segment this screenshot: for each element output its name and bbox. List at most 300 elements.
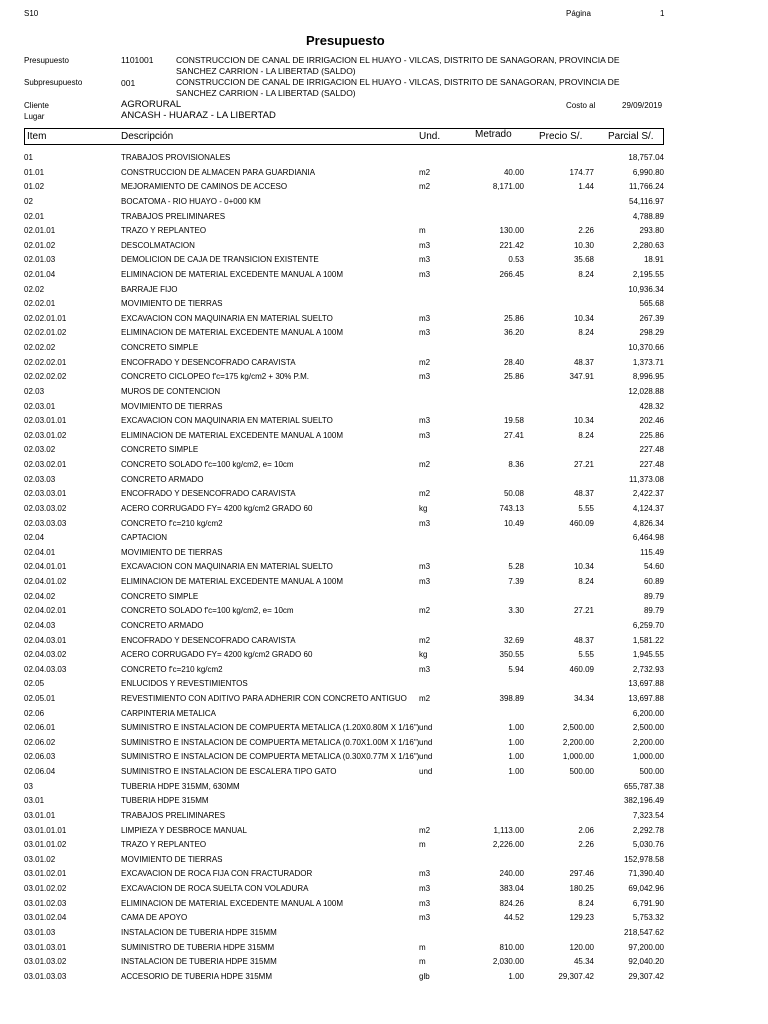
row-item: 02.03.01.01	[24, 416, 67, 426]
row-parcial: 202.46	[639, 416, 664, 426]
row-description: MOVIMIENTO DE TIERRAS	[121, 401, 223, 411]
row-description: EXCAVACION DE ROCA SUELTA CON VOLADURA	[121, 884, 309, 893]
row-description: TUBERIA HDPE 315MM	[121, 796, 209, 806]
row-metrado: 130.00	[499, 226, 524, 236]
table-row	[0, 343, 768, 357]
table-row	[0, 460, 768, 474]
row-description: ACCESORIO DE TUBERIA HDPE 315MM	[121, 971, 272, 981]
row-description: ELIMINACION DE MATERIAL EXCEDENTE MANUAL A 100M	[121, 270, 343, 279]
row-description: EXCAVACION DE ROCA FIJA CON FRACTURADOR	[121, 869, 313, 879]
table-row	[0, 182, 768, 196]
row-item: 01.01	[24, 167, 45, 177]
row-parcial: 115.49	[640, 547, 664, 557]
row-parcial: 293.80	[639, 226, 664, 236]
row-description: MOVIMIENTO DE TIERRAS	[121, 299, 223, 309]
table-row	[0, 548, 768, 562]
row-description: INSTALACION DE TUBERIA HDPE 315MM	[121, 927, 277, 937]
row-item: 02.02.01.02	[24, 328, 67, 338]
row-metrado: 1.00	[508, 723, 524, 733]
row-unit: m3	[419, 270, 431, 279]
row-metrado: 28.40	[503, 357, 524, 367]
row-unit: kg	[419, 650, 428, 660]
row-parcial: 69,042.96	[628, 884, 664, 893]
row-description: ELIMINACION DE MATERIAL EXCEDENTE MANUAL A 100M	[121, 898, 343, 908]
row-description: CONCRETO f'c=210 kg/cm2	[121, 664, 223, 674]
table-row	[0, 592, 768, 606]
column-precio: Precio S/.	[539, 131, 583, 142]
row-parcial: 54.60	[643, 562, 664, 572]
row-unit: m3	[419, 416, 431, 426]
table-row	[0, 416, 768, 430]
table-row	[0, 826, 768, 840]
row-parcial: 2,280.63	[632, 240, 664, 250]
row-parcial: 298.29	[639, 328, 664, 338]
table-row	[0, 402, 768, 416]
row-metrado: 10.49	[503, 518, 524, 528]
row-precio: 27.21	[573, 460, 594, 469]
row-parcial: 92,040.20	[628, 957, 664, 967]
row-unit: und	[419, 737, 433, 747]
row-description: ELIMINACION DE MATERIAL EXCEDENTE MANUAL A 100M	[121, 328, 343, 338]
table-row	[0, 855, 768, 869]
row-description: CAPTACION	[121, 533, 168, 543]
row-description: CONCRETO SOLADO f'c=100 kg/cm2, e= 10cm	[121, 460, 294, 469]
row-parcial: 2,732.93	[632, 664, 664, 674]
row-unit: m2	[419, 357, 431, 367]
row-parcial: 227.48	[639, 460, 664, 469]
table-row	[0, 504, 768, 518]
row-unit: m2	[419, 825, 431, 835]
row-description: MOVIMIENTO DE TIERRAS	[121, 854, 223, 864]
table-row	[0, 241, 768, 255]
row-metrado: 50.08	[503, 489, 524, 499]
row-description: ENCOFRADO Y DESENCOFRADO CARAVISTA	[121, 357, 296, 367]
cliente-value: AGRORURAL	[121, 99, 182, 110]
table-row	[0, 957, 768, 971]
row-item: 02.06.03	[24, 752, 56, 762]
row-item: 02.03.02	[24, 445, 56, 455]
row-item: 02.02.01	[24, 299, 56, 309]
row-unit: m3	[419, 577, 431, 586]
row-unit: m3	[419, 255, 431, 265]
row-precio: 29,307.42	[558, 971, 594, 981]
row-item: 02.02.01.01	[24, 313, 67, 323]
table-row	[0, 782, 768, 796]
row-parcial: 4,788.89	[632, 211, 664, 221]
row-precio: 2.26	[578, 226, 594, 236]
table-row	[0, 650, 768, 664]
table-row	[0, 811, 768, 825]
table-row	[0, 723, 768, 737]
row-unit: m3	[419, 562, 431, 572]
table-row	[0, 972, 768, 986]
row-metrado: 25.86	[503, 313, 524, 323]
row-item: 02.02.02.02	[24, 372, 67, 382]
table-row	[0, 153, 768, 167]
subpresupuesto-desc-line2: SANCHEZ CARRION - LA LIBERTAD (SALDO)	[176, 88, 356, 98]
row-description: MUROS DE CONTENCION	[121, 386, 221, 396]
row-precio: 8.24	[578, 430, 594, 440]
row-unit: m3	[419, 869, 431, 879]
table-row	[0, 358, 768, 372]
table-row	[0, 928, 768, 942]
row-metrado: 240.00	[499, 869, 524, 879]
table-row	[0, 475, 768, 489]
row-metrado: 8,171.00	[492, 182, 524, 192]
row-metrado: 1.00	[508, 737, 524, 747]
row-unit: m3	[419, 913, 431, 923]
row-parcial: 29,307.42	[628, 971, 664, 981]
row-precio: 8.24	[578, 898, 594, 908]
table-row	[0, 387, 768, 401]
row-description: CARPINTERIA METALICA	[121, 708, 216, 718]
row-precio: 1.44	[578, 182, 594, 192]
row-precio: 297.46	[569, 869, 594, 879]
row-description: ACERO CORRUGADO FY= 4200 kg/cm2 GRADO 60	[121, 650, 313, 660]
row-precio: 8.24	[578, 328, 594, 338]
table-row	[0, 270, 768, 284]
row-description: SUMINISTRO E INSTALACION DE COMPUERTA METALICA (0.30X0.77M X 1/16")	[121, 752, 420, 762]
table-row	[0, 943, 768, 957]
table-row	[0, 562, 768, 576]
row-precio: 8.24	[578, 577, 594, 586]
row-description: TRAZO Y REPLANTEO	[121, 840, 207, 850]
row-metrado: 743.13	[499, 503, 524, 513]
row-parcial: 382,196.49	[623, 796, 664, 806]
row-item: 02.03	[24, 386, 45, 396]
table-row	[0, 869, 768, 883]
table-row	[0, 679, 768, 693]
row-item: 03.01.02.01	[24, 869, 67, 879]
row-item: 02.03.02.01	[24, 460, 67, 469]
row-item: 02.01.03	[24, 255, 56, 265]
row-item: 03.01.03.03	[24, 971, 67, 981]
row-parcial: 7,323.54	[632, 810, 664, 820]
row-parcial: 4,124.37	[632, 503, 664, 513]
row-description: SUMINISTRO E INSTALACION DE COMPUERTA METALICA (1.20X0.80M X 1/16")	[121, 723, 420, 733]
row-parcial: 428.32	[639, 401, 664, 411]
table-row	[0, 285, 768, 299]
row-parcial: 18,757.04	[628, 153, 664, 162]
row-precio: 10.34	[573, 562, 594, 572]
row-metrado: 350.55	[499, 650, 524, 660]
table-row	[0, 197, 768, 211]
row-description: BOCATOMA - RIO HUAYO - 0+000 KM	[121, 196, 261, 206]
row-precio: 460.09	[569, 518, 594, 528]
row-precio: 48.37	[573, 489, 594, 499]
row-parcial: 6,990.80	[632, 167, 664, 177]
row-parcial: 4,826.34	[632, 518, 664, 528]
row-metrado: 824.26	[499, 898, 524, 908]
table-row	[0, 636, 768, 650]
row-precio: 2.26	[578, 840, 594, 850]
row-item: 02.06	[24, 708, 45, 718]
row-description: TUBERIA HDPE 315MM, 630MM	[121, 781, 240, 791]
row-unit: m3	[419, 372, 431, 382]
row-metrado: 810.00	[499, 942, 524, 952]
row-item: 03	[24, 781, 33, 791]
row-parcial: 11,766.24	[629, 182, 664, 192]
row-parcial: 1,581.22	[632, 635, 664, 645]
row-description: INSTALACION DE TUBERIA HDPE 315MM	[121, 957, 277, 967]
row-description: CONCRETO ARMADO	[121, 620, 204, 630]
row-parcial: 8,996.95	[632, 372, 664, 382]
row-metrado: 44.52	[503, 913, 524, 923]
row-unit: m3	[419, 664, 431, 674]
row-item: 02.04.01.02	[24, 577, 67, 586]
row-parcial: 227.48	[639, 445, 664, 455]
row-item: 02.04.03.01	[24, 635, 67, 645]
row-precio: 10.34	[573, 416, 594, 426]
row-unit: und	[419, 767, 433, 776]
row-item: 03.01.01.01	[24, 825, 67, 835]
table-row	[0, 621, 768, 635]
row-unit: m2	[419, 489, 431, 499]
row-parcial: 2,292.78	[632, 825, 664, 835]
row-parcial: 1,945.55	[632, 650, 664, 660]
table-row	[0, 694, 768, 708]
row-item: 02.01	[24, 211, 45, 221]
row-unit: m2	[419, 167, 431, 177]
row-precio: 45.34	[573, 957, 594, 967]
row-item: 02.04	[24, 533, 45, 543]
row-item: 01	[24, 153, 33, 162]
row-precio: 174.77	[569, 167, 594, 177]
row-parcial: 12,028.88	[628, 386, 664, 396]
column-descripcion: Descripción	[121, 131, 174, 142]
row-description: ELIMINACION DE MATERIAL EXCEDENTE MANUAL A 100M	[121, 430, 343, 440]
presupuesto-desc-line1: CONSTRUCCION DE CANAL DE IRRIGACION EL HUAYO - VILCAS, DISTRITO DE SANAGORAN, PROVINCIA DE	[176, 55, 620, 65]
row-precio: 129.23	[569, 913, 594, 923]
row-unit: m3	[419, 898, 431, 908]
presupuesto-code: 1101001	[121, 55, 154, 65]
row-item: 03.01.03.01	[24, 942, 67, 952]
column-parcial: Parcial S/.	[608, 131, 654, 142]
row-parcial: 89.79	[643, 591, 664, 601]
row-parcial: 10,936.34	[628, 284, 664, 294]
row-unit: m2	[419, 182, 431, 192]
row-parcial: 1,373.71	[632, 357, 664, 367]
row-item: 02.03.03.01	[24, 489, 67, 499]
table-row	[0, 431, 768, 445]
row-item: 02.06.04	[24, 767, 56, 776]
column-metrado: Metrado	[475, 129, 512, 140]
row-metrado: 383.04	[499, 884, 524, 893]
row-precio: 27.21	[573, 606, 594, 616]
row-unit: m2	[419, 606, 431, 616]
row-item: 02.03.03.02	[24, 503, 67, 513]
row-unit: m3	[419, 313, 431, 323]
table-row	[0, 913, 768, 927]
costo-date: 29/09/2019	[622, 101, 663, 110]
row-metrado: 266.45	[499, 270, 524, 279]
row-metrado: 7.39	[508, 577, 524, 586]
row-description: SUMINISTRO DE TUBERIA HDPE 315MM	[121, 942, 275, 952]
table-row	[0, 212, 768, 226]
table-row	[0, 767, 768, 781]
row-metrado: 5.94	[508, 664, 524, 674]
row-description: ELIMINACION DE MATERIAL EXCEDENTE MANUAL A 100M	[121, 577, 343, 586]
row-item: 02.03.01.02	[24, 430, 67, 440]
row-parcial: 267.39	[639, 313, 664, 323]
row-unit: m2	[419, 460, 431, 469]
row-parcial: 13,697.88	[628, 679, 664, 689]
row-item: 02.03.03	[24, 474, 56, 484]
row-description: ACERO CORRUGADO FY= 4200 kg/cm2 GRADO 60	[121, 503, 313, 513]
row-parcial: 54,116.97	[629, 196, 664, 206]
row-item: 02.02.02.01	[24, 357, 67, 367]
row-description: DESCOLMATACION	[121, 240, 195, 250]
table-row	[0, 226, 768, 240]
row-unit: m	[419, 226, 426, 236]
row-item: 03.01.02.02	[24, 884, 67, 893]
row-parcial: 655,787.38	[623, 781, 664, 791]
row-parcial: 500.00	[639, 767, 664, 776]
row-parcial: 97,200.00	[628, 942, 664, 952]
table-row	[0, 752, 768, 766]
row-item: 02.04.01	[24, 547, 56, 557]
row-precio: 460.09	[569, 664, 594, 674]
row-metrado: 40.00	[503, 167, 524, 177]
row-metrado: 1.00	[508, 752, 524, 762]
row-unit: glb	[419, 971, 430, 981]
row-precio: 500.00	[569, 767, 594, 776]
row-item: 02.05.01	[24, 693, 56, 703]
table-row	[0, 884, 768, 898]
costo-label: Costo al	[566, 101, 596, 110]
row-unit: m3	[419, 518, 431, 528]
row-item: 03.01.02	[24, 854, 56, 864]
row-item: 02.03.01	[24, 401, 56, 411]
lugar-label: Lugar	[24, 112, 45, 121]
row-metrado: 1,113.00	[493, 825, 524, 835]
row-item: 03.01.03.02	[24, 957, 67, 967]
row-parcial: 5,030.76	[632, 840, 664, 850]
row-parcial: 10,370.66	[628, 343, 664, 353]
row-metrado: 0.53	[508, 255, 524, 265]
row-item: 03.01	[24, 796, 45, 806]
cliente-label: Cliente	[24, 101, 49, 110]
row-description: CONCRETO CICLOPEO f'c=175 kg/cm2 + 30% P.M.	[121, 372, 309, 382]
table-row	[0, 738, 768, 752]
row-metrado: 32.69	[503, 635, 524, 645]
page-label: Página	[566, 9, 591, 18]
row-description: ENCOFRADO Y DESENCOFRADO CARAVISTA	[121, 635, 296, 645]
row-unit: m	[419, 957, 426, 967]
row-precio: 34.34	[573, 693, 594, 703]
row-description: TRAZO Y REPLANTEO	[121, 226, 207, 236]
row-description: EXCAVACION CON MAQUINARIA EN MATERIAL SUELTO	[121, 562, 333, 572]
row-parcial: 565.68	[639, 299, 664, 309]
row-description: CONCRETO SIMPLE	[121, 343, 199, 353]
row-item: 02.01.04	[24, 270, 56, 279]
row-unit: m	[419, 942, 426, 952]
row-description: CONSTRUCCION DE ALMACEN PARA GUARDIANIA	[121, 167, 316, 177]
row-description: TRABAJOS PRELIMINARES	[121, 810, 226, 820]
report-code: S10	[24, 9, 39, 18]
row-parcial: 1,000.00	[632, 752, 664, 762]
row-item: 02.04.03.02	[24, 650, 67, 660]
subpresupuesto-code: 001	[121, 78, 136, 88]
table-row	[0, 519, 768, 533]
presupuesto-label: Presupuesto	[24, 56, 69, 65]
row-metrado: 2,226.00	[492, 840, 524, 850]
row-parcial: 13,697.88	[628, 693, 664, 703]
table-row	[0, 577, 768, 591]
row-precio: 48.37	[573, 357, 594, 367]
row-precio: 347.91	[569, 372, 594, 382]
row-description: CAMA DE APOYO	[121, 913, 188, 923]
table-row	[0, 299, 768, 313]
row-parcial: 71,390.40	[628, 869, 664, 879]
row-description: LIMPIEZA Y DESBROCE MANUAL	[121, 825, 247, 835]
row-item: 02.02.02	[24, 343, 56, 353]
row-parcial: 2,200.00	[632, 737, 664, 747]
row-parcial: 6,791.90	[632, 898, 664, 908]
row-description: TRABAJOS PROVISIONALES	[121, 153, 231, 162]
row-parcial: 5,753.32	[632, 913, 664, 923]
row-description: SUMINISTRO E INSTALACION DE COMPUERTA METALICA (0.70X1.00M X 1/16")	[121, 737, 420, 747]
row-parcial: 18.91	[643, 255, 664, 265]
row-precio: 35.68	[573, 255, 594, 265]
row-description: ENLUCIDOS Y REVESTIMIENTOS	[121, 679, 248, 689]
row-parcial: 60.89	[643, 577, 664, 586]
row-precio: 48.37	[573, 635, 594, 645]
row-description: CONCRETO f'c=210 kg/cm2	[121, 518, 223, 528]
row-unit: m2	[419, 635, 431, 645]
row-unit: m3	[419, 328, 431, 338]
row-precio: 120.00	[569, 942, 594, 952]
row-parcial: 2,422.37	[632, 489, 664, 499]
table-row	[0, 606, 768, 620]
row-item: 02.04.03.03	[24, 664, 67, 674]
row-description: CONCRETO SIMPLE	[121, 445, 199, 455]
row-parcial: 11,373.08	[629, 474, 664, 484]
row-unit: m3	[419, 240, 431, 250]
row-description: MEJORAMIENTO DE CAMINOS DE ACCESO	[121, 182, 288, 192]
row-precio: 8.24	[578, 270, 594, 279]
lugar-value: ANCASH - HUARAZ - LA LIBERTAD	[121, 110, 276, 121]
row-item: 02.02	[24, 284, 45, 294]
page-title: Presupuesto	[306, 33, 385, 48]
row-description: REVESTIMIENTO CON ADITIVO PARA ADHERIR CON CONCRETO ANTIGUO	[121, 693, 407, 703]
row-metrado: 2,030.00	[492, 957, 524, 967]
row-unit: kg	[419, 503, 428, 513]
table-row	[0, 445, 768, 459]
row-parcial: 6,464.98	[632, 533, 664, 543]
table-row	[0, 665, 768, 679]
row-metrado: 5.28	[508, 562, 524, 572]
row-parcial: 218,547.62	[623, 927, 664, 937]
row-item: 02.04.02	[24, 591, 56, 601]
table-row	[0, 489, 768, 503]
row-description: DEMOLICION DE CAJA DE TRANSICION EXISTENTE	[121, 255, 319, 265]
row-description: TRABAJOS PRELIMINARES	[121, 211, 226, 221]
row-description: EXCAVACION CON MAQUINARIA EN MATERIAL SUELTO	[121, 313, 333, 323]
row-item: 02.03.03.03	[24, 518, 67, 528]
row-metrado: 27.41	[503, 430, 524, 440]
row-metrado: 1.00	[508, 767, 524, 776]
row-precio: 2.06	[578, 825, 594, 835]
row-precio: 5.55	[578, 650, 594, 660]
row-metrado: 36.20	[503, 328, 524, 338]
row-item: 02.05	[24, 679, 45, 689]
row-precio: 1,000.00	[562, 752, 594, 762]
row-parcial: 152,978.58	[623, 854, 664, 864]
row-item: 03.01.02.04	[24, 913, 67, 923]
row-parcial: 2,500.00	[632, 723, 664, 733]
row-precio: 2,200.00	[562, 737, 594, 747]
